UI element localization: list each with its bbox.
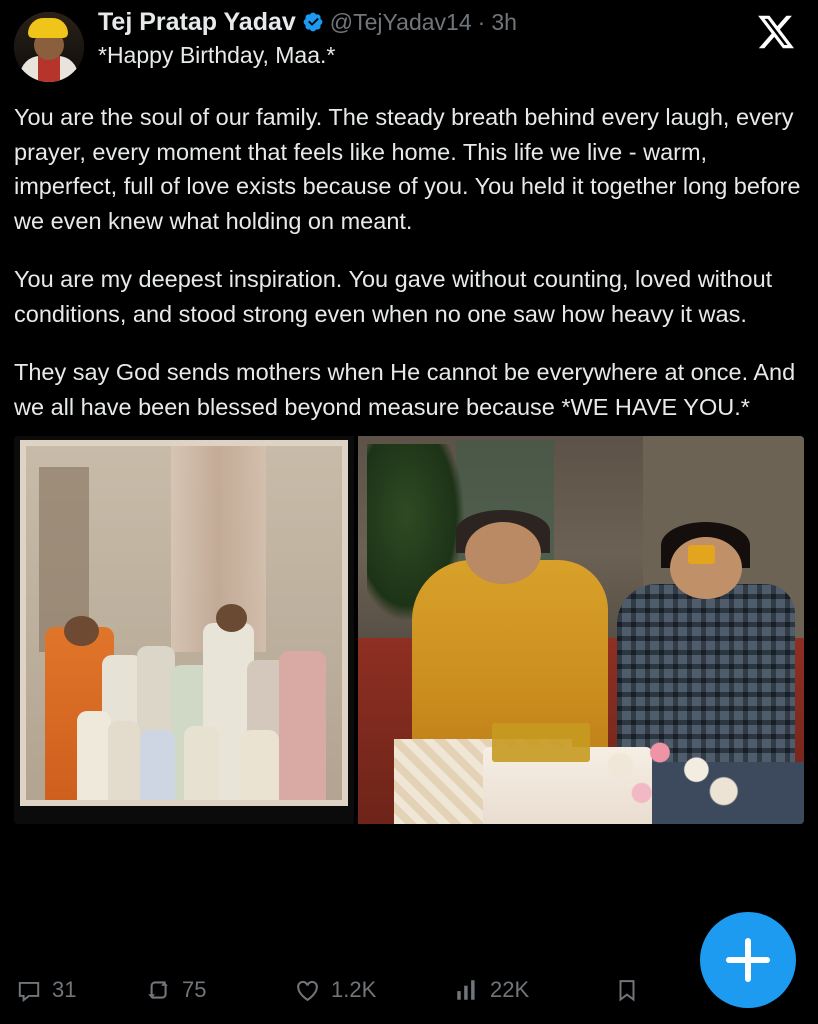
person-head xyxy=(216,604,248,632)
person-head xyxy=(64,616,99,646)
photo-people-group xyxy=(26,567,342,801)
like-count: 1.2K xyxy=(331,977,377,1002)
child-figure xyxy=(108,721,140,800)
child-figure xyxy=(77,711,112,800)
retweet-count: 75 xyxy=(182,977,207,1002)
retweet-button[interactable] xyxy=(144,976,294,1004)
old-family-photograph xyxy=(14,436,354,824)
analytics-icon xyxy=(454,977,480,1003)
tweet-media-grid xyxy=(14,436,804,824)
like-button[interactable] xyxy=(294,977,454,1004)
bookmark-button[interactable] xyxy=(614,977,674,1003)
separator-dot: · xyxy=(477,9,486,36)
tweet-header xyxy=(0,0,818,82)
tweet-actions xyxy=(0,976,818,1004)
tweet-media-image-1[interactable] xyxy=(14,436,354,824)
child-figure xyxy=(140,730,175,800)
plus-icon-vertical xyxy=(745,938,751,982)
reply-icon xyxy=(16,977,42,1003)
compose-button[interactable] xyxy=(700,912,796,1008)
author-handle[interactable]: @TejYadav14 xyxy=(329,9,472,36)
cake-topper xyxy=(492,723,590,762)
tweet-paragraph: You are the soul of our family. The steady breath behind every laugh, every prayer, every moment that feels like home. This life we live - warm, imperfect, full of love exists because of you. You held it together long before we even knew what holding on meant. xyxy=(14,104,801,234)
tweet-timestamp[interactable]: 3h xyxy=(491,9,517,36)
person-figure xyxy=(279,651,326,801)
tweet-paragraph: They say God sends mothers when He cannot be everywhere at once. And we all have been blessed beyond measure because *WE HAVE YOU.* xyxy=(14,359,796,420)
mother-face xyxy=(465,522,541,584)
reply-count: 31 xyxy=(52,977,77,1002)
tweet-body xyxy=(0,100,818,424)
flower-bouquet xyxy=(590,731,742,816)
tweet-paragraph: You are my deepest inspiration. You gave without counting, loved without conditions, and stood strong even when no one saw how heavy it was. xyxy=(14,266,773,327)
author-display-name[interactable]: Tej Pratap Yadav xyxy=(98,8,296,36)
verified-badge-icon xyxy=(302,11,324,33)
child-figure xyxy=(241,730,279,800)
views-count: 22K xyxy=(490,977,530,1002)
reply-button[interactable] xyxy=(16,977,144,1003)
tilak-mark xyxy=(688,545,715,564)
heart-icon xyxy=(294,977,321,1004)
x-logo-icon xyxy=(756,12,796,52)
tweet-header-main xyxy=(84,8,804,71)
avatar-turban xyxy=(28,18,68,38)
retweet-icon xyxy=(144,976,172,1004)
author-row xyxy=(98,8,804,37)
tweet-subtitle: *Happy Birthday, Maa.* xyxy=(98,41,336,68)
mother-and-son-with-birthday-cake xyxy=(358,436,804,824)
profile-avatar[interactable] xyxy=(14,12,84,82)
child-figure xyxy=(184,726,219,801)
views-button[interactable] xyxy=(454,977,614,1003)
photo-frame xyxy=(20,440,348,806)
tweet-media-image-2[interactable] xyxy=(358,436,804,824)
bookmark-icon xyxy=(614,977,640,1003)
